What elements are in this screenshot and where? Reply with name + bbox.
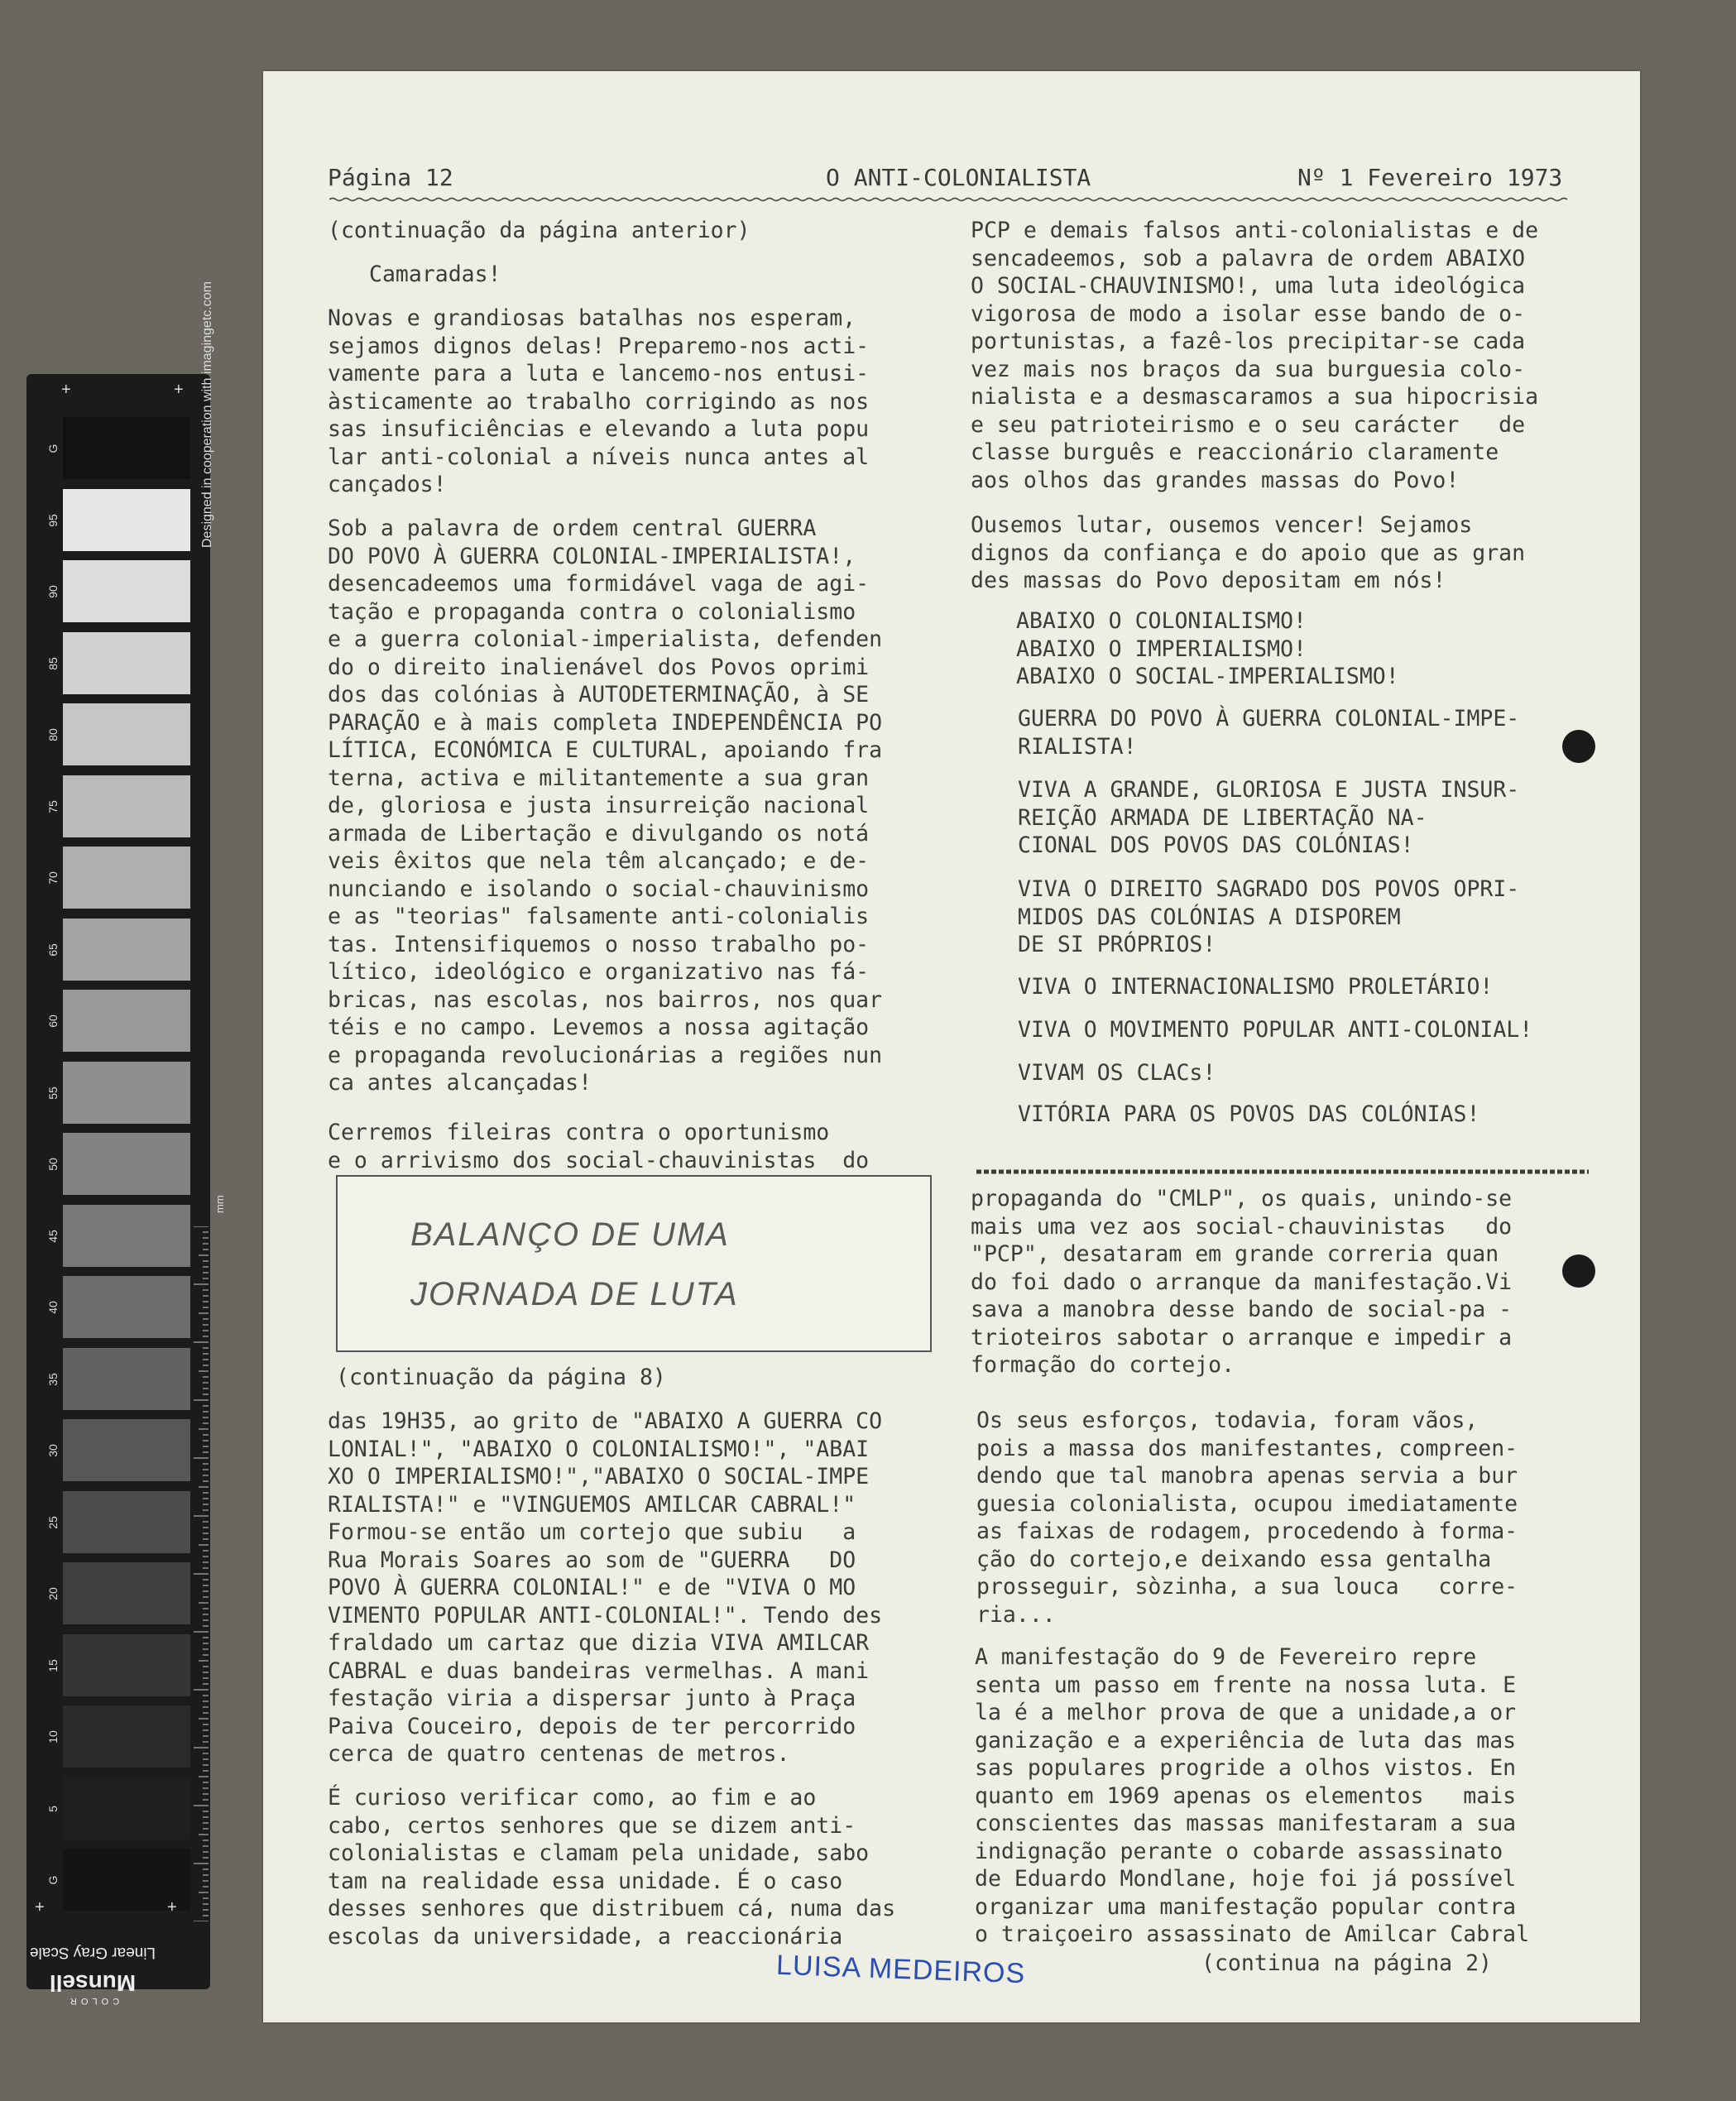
gray-patch [63, 847, 190, 909]
left-paragraph-4: das 19H35, ao grito de "ABAIXO A GUERRA CO LONIAL!", "ABAIXO O COLONIALISMO!", "ABAI XO O IMPERIALISMO!","ABAIXO O SOCIAL-IMPE RIALISTA!" e "VINGUEMOS AMILCAR CABRAL!" Formou-se então um cortejo que subiu a Rua Morais Soares ao som de "GUERRA DO POVO À GUERRA COLONIAL!" e de "VIVA O MO VIMENTO POPULAR ANTI-COLONIAL!". Tendo des fraldado um cartaz que dizia VIVA AMILCAR CABRAL e duas bandeiras vermelhas. A mani festação viria a dispersar junto à Praça Paiva Couceiro, depois de ter percorrido cerca de quatro centenas de metros. [328, 1408, 883, 1767]
gray-scale-strip [45, 392, 202, 1960]
right-paragraph-2: Ousemos lutar, ousemos vencer! Sejamos dignos da confiança e do apoio que as gran des massas do Povo depositam em nós! [971, 512, 1526, 593]
gray-patch [63, 1634, 190, 1696]
gray-patch [63, 703, 190, 765]
gray-patch [63, 990, 190, 1052]
gray-patch [63, 1276, 190, 1338]
gray-patch-label: 65 [46, 943, 60, 957]
owner-name-stamp: LUISA MEDEIROS [775, 1949, 1026, 1990]
gray-patch [63, 560, 190, 622]
gray-patch-label: 85 [46, 656, 60, 670]
gray-patch-label: 40 [46, 1301, 60, 1314]
gray-patch-label: 30 [46, 1444, 60, 1457]
section-heading-box [336, 1175, 932, 1352]
registration-mark: + [167, 1898, 177, 1916]
gray-patch-label: G [46, 1875, 60, 1885]
gray-patch-label: 35 [46, 1372, 60, 1386]
left-continuation-note: (continuação da página anterior) [328, 218, 751, 243]
scale-brand-name: Munsell [49, 1970, 137, 1996]
left-paragraph-5: É curioso verificar como, ao fim e ao cabo, certos senhores que se dizem anti- colonialistas e clamam pela unidade, sabo tam na realidade essa unidade. É o caso desses senhores que distribuem cá, numa das escolas da universidade, a reaccionária [328, 1785, 896, 1950]
right-slogan-vitoria: VITÓRIA PARA OS POVOS DAS COLÓNIAS! [1018, 1101, 1480, 1127]
gray-patch [63, 1419, 190, 1481]
gray-patch-label: 5 [46, 1805, 60, 1812]
registration-mark: + [35, 1898, 45, 1916]
gray-scale-card [26, 281, 226, 1989]
gray-patch-label: G [46, 444, 60, 453]
right-slogan-guerra: GUERRA DO POVO À GUERRA COLONIAL-IMPE- RIALISTA! [1018, 706, 1520, 760]
gray-patch-label: 45 [46, 1229, 60, 1243]
left-paragraph-2: Sob a palavra de ordem central GUERRA DO POVO À GUERRA COLONIAL-IMPERIALISTA!, desencadeemos uma formidável vaga de agi- tação e propaganda contra o colonialismo e a guerra colonial-imperialista, defenden do o direito inalienável dos Povos oprimi dos das colónias à AUTODETERMINAÇÃO, à SE PARAÇÃO e à mais completa INDEPENDÊNCIA PO LÍTICA, ECONÓMICA E CULTURAL, apoiando fra terna, activa e militantemente a sua gran de, gloriosa e justa insurreição nacional armada de Libertação e divulgando os notá veis êxitos que nela têm alcançado; e de- nunciando e isolando o social-chauvinismo e as "teorias" falsamente anti-colonialis tas. Intensifiquemos o nosso trabalho po- lítico, ideológico e organizativo nas fá- bricas, nas escolas, nos bairros, nos quar téis e no campo. Levemos a nossa agitação e propaganda revolucionárias a regiões nun ca antes alcançadas! [328, 516, 883, 1096]
registration-mark: + [61, 381, 71, 399]
right-slogan-insurreicao: VIVA A GRANDE, GLORIOSA E JUSTA INSUR- REIÇÃO ARMADA DE LIBERTAÇÃO NA- CIONAL DOS POVOS DAS COLÓNIAS! [1018, 777, 1520, 858]
scale-brand-logo [26, 1969, 159, 2006]
gray-patch [63, 1062, 190, 1124]
right-paragraph-3: propaganda do "CMLP", os quais, unindo-se mais uma vez aos social-chauvinistas do "PCP", desataram em grande correria quan do foi dado o arranque da manifestação.Vi sava a manobra desse bando de social-pa - trioteiros sabotar o arranque e impedir a formação do cortejo. [971, 1186, 1513, 1378]
gray-patch [63, 1705, 190, 1768]
right-paragraph-5: A manifestação do 9 de Fevereiro repre senta um passo em frente na nossa luta. E la é a melhor prova de que a unidade,a or ganização e a experiência de luta das mas sas populares progride a olhos vistos. En quanto em 1969 apenas os elementos mais conscientes das massas manifestaram a sua indignação perante o cobarde assassinato de Eduardo Mondlane, hoje foi já possível organizar uma manifestação popular contra o traiçoeiro assassinato de Amilcar Cabral [975, 1644, 1530, 1947]
left-paragraph-3: Cerremos fileiras contra o oportunismo e o arrivismo dos social-chauvinistas do [328, 1120, 870, 1173]
right-paragraph-1: PCP e demais falsos anti-colonialistas e de sencadeemos, sob a palavra de ordem ABAIXO O SOCIAL-CHAUVINISMO!, uma luta ideológica vigorosa de modo a isolar esse bando de o- portunistas, a fazê-los precipitar-se cada vez mais nos braços da sua burguesia colo- nialista e a desmascaramos a sua hipocrisia e seu patrioteirismo e o seu carácter de classe burguês e reaccionário claramente aos olhos das grandes massas do Povo! [971, 218, 1539, 493]
gray-patch [63, 1491, 190, 1553]
gray-patch [63, 1205, 190, 1267]
scale-credit: Designed in cooperation with imagingetc.com [200, 281, 214, 548]
gray-patch [63, 1562, 190, 1624]
registration-mark: + [174, 381, 184, 399]
gray-patch-label: 15 [46, 1658, 60, 1672]
header-rule [329, 197, 1571, 202]
right-slogan-direito: VIVA O DIREITO SAGRADO DOS POVOS OPRI- MIDOS DAS COLÓNIAS A DISPOREM DE SI PRÓPRIOS! [1018, 876, 1520, 957]
gray-patch-label: 95 [46, 513, 60, 527]
scale-title: Linear Gray Scale [29, 1944, 156, 1961]
header-issue: Nº 1 Fevereiro 1973 [1297, 164, 1563, 191]
right-slogan-internacionalismo: VIVA O INTERNACIONALISMO PROLETÁRIO! [1018, 974, 1494, 1000]
left-paragraph-1: Novas e grandiosas batalhas nos esperam, sejamos dignos delas! Preparemo-nos acti- vamente para a luta e lancemo-nos entusi- àsticamente ao trabalho corrigindo as nos sas insuficiências e elevando a luta popu lar anti-colonial a níveis nunca antes al cançados! [328, 305, 870, 497]
left-greeting: Camaradas! [369, 261, 501, 287]
gray-patch-label: 55 [46, 1086, 60, 1100]
gray-patch-label: 60 [46, 1015, 60, 1028]
newspaper-page [263, 71, 1640, 2022]
gray-patch [63, 489, 190, 551]
box-heading-line-1: BALANÇO DE UMA [410, 1216, 730, 1253]
gray-patch [63, 417, 190, 479]
gray-patch-label: 90 [46, 585, 60, 598]
punch-hole-top [1562, 730, 1595, 763]
box-heading-line-2: JORNADA DE LUTA [410, 1276, 739, 1312]
scale-mm-label: mm [213, 1195, 226, 1213]
right-paragraph-4: Os seus esforços, todavia, foram vãos, pois a massa dos manifestantes, compreen- dendo que tal manobra apenas servia a bur guesia colonialista, ocupou imediatamente as faixas de rodagem, procedendo à forma- ção do cortejo,e deixando essa gentalha prosseguir, sòzinha, a sua louca corre- ria... [976, 1408, 1518, 1628]
gray-patch-label: 10 [46, 1730, 60, 1744]
gray-patch-label: 75 [46, 799, 60, 813]
header-title: O ANTI-COLONIALISTA [826, 164, 1091, 191]
gray-patch [63, 1348, 190, 1410]
gray-patch-label: 50 [46, 1158, 60, 1171]
punch-hole-bottom [1562, 1254, 1595, 1288]
right-continuation-note: (continua na página 2) [1201, 1950, 1492, 1976]
column-divider-rule [976, 1168, 1589, 1175]
gray-patch [63, 775, 190, 837]
gray-patch-label: 25 [46, 1515, 60, 1529]
right-slogan-movimento: VIVA O MOVIMENTO POPULAR ANTI-COLONIAL! [1018, 1017, 1533, 1043]
left-continuation-note-2: (continuação da página 8) [336, 1365, 666, 1390]
gray-patch [63, 1133, 190, 1195]
scale-brand-sub: COLOR [65, 1996, 120, 2006]
right-slogans-abaixo: ABAIXO O COLONIALISMO! ABAIXO O IMPERIALISMO! ABAIXO O SOCIAL-IMPERIALISMO! [1016, 608, 1399, 689]
right-slogan-clacs: VIVAM OS CLACs! [1018, 1060, 1216, 1086]
gray-patch [63, 1777, 190, 1840]
gray-patch-label: 70 [46, 871, 60, 885]
gray-patch [63, 632, 190, 694]
gray-patch [63, 919, 190, 981]
header-page-number: Página 12 [328, 164, 453, 191]
mm-ruler [192, 1226, 209, 1921]
gray-patch-label: 20 [46, 1587, 60, 1600]
gray-patch-label: 80 [46, 728, 60, 741]
